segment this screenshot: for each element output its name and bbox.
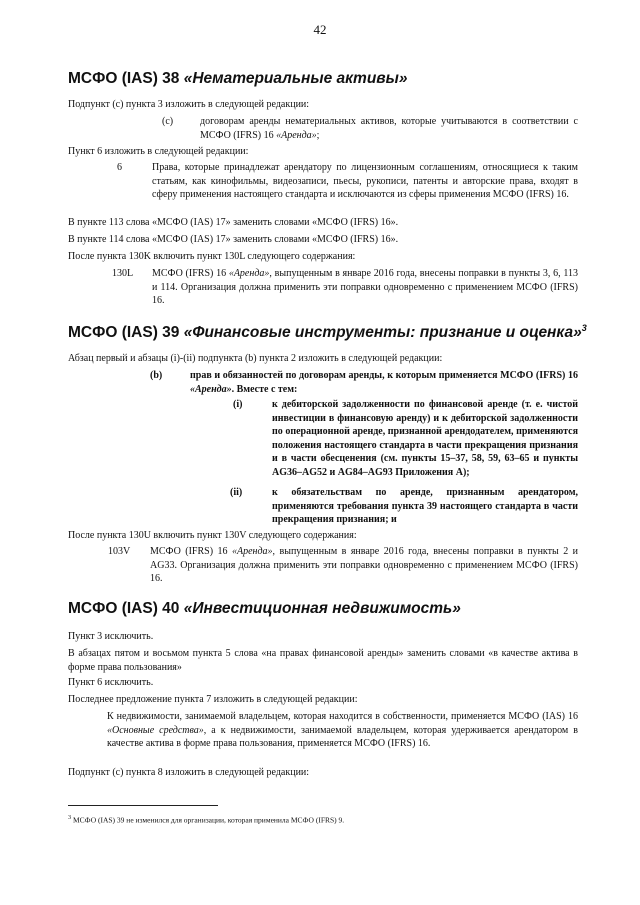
footnote	[68, 814, 344, 825]
item-text: Права, которые принадлежат арендатору по лицензионным соглашениям, относящиеся к таким статьям, как кинофильмы, видеозаписи, пьесы, рукописи, патенты и авторские права, входят в сферу применения настоящего стандарта и исключаются из сферы применения МСФО (IFRS) 16.	[152, 162, 578, 200]
page-number: 42	[313, 22, 327, 37]
paragraph: Последнее предложение пункта 7 изложить в следующей редакции:	[68, 694, 358, 705]
subitem-label: (ii)	[230, 487, 243, 498]
footnote-separator	[68, 805, 218, 806]
item-label: (с)	[162, 116, 174, 127]
paragraph: После пункта 130U включить пункт 130V следующего содержания:	[68, 530, 357, 541]
item-text: МСФО (IFRS) 16 «Аренда», выпущенным в январе 2016 года, внесены поправки в пункты 3, 6, 113 и 114. Организация должна применить эти поправки одновременно с применением МСФО (IFRS) 16.	[152, 268, 579, 306]
subitem-label: (i)	[233, 399, 243, 410]
quoted-text: К недвижимости, занимаемой владельцем, которая находится в собственности, применяется МСФО (IAS) 16 «Основные средства», а к недвижимости, занимаемой владельцем, которая удерживается арендатором в качестве актива в форме права пользования, применяется МСФО (IFRS) 16.	[107, 711, 578, 749]
paragraph: Пункт 3 исключить.	[68, 631, 154, 642]
item-text: прав и обязанностей по договорам аренды, к которым применяется МСФО (IFRS) 16 «Аренда». Вместе с тем:	[190, 370, 578, 395]
paragraph: Подпункт (с) пункта 8 изложить в следующей редакции:	[68, 767, 310, 778]
section-heading-ias39	[68, 323, 587, 342]
item-label: 6	[117, 162, 122, 173]
section-heading-ias40	[68, 600, 461, 618]
heading-name: «Финансовые инструменты: признание и оценка»	[183, 324, 582, 342]
item-label: (b)	[150, 370, 163, 381]
paragraph: Пункт 6 исключить.	[68, 677, 154, 688]
section-heading-ias38	[68, 70, 408, 88]
heading-name: «Нематериальные активы»	[183, 70, 408, 87]
item-label: 103V	[108, 546, 131, 557]
heading-name: «Инвестиционная недвижимость»	[183, 600, 461, 617]
paragraph: Пункт 6 изложить в следующей редакции:	[68, 146, 249, 157]
paragraph: В пункте 114 слова «МСФО (IAS) 17» заменить словами «МСФО (IFRS) 16».	[68, 234, 399, 245]
footnote-marker: 3	[68, 814, 72, 821]
paragraph: В пункте 113 слова «МСФО (IAS) 17» заменить словами «МСФО (IFRS) 16».	[68, 217, 399, 228]
footnote-text: МСФО (IAS) 39 не изменился для организации, которая применила МСФО (IFRS) 9.	[73, 815, 345, 825]
heading-code: МСФО (IAS) 40	[68, 600, 180, 617]
paragraph: Абзац первый и абзацы (i)-(ii) подпункта (b) пункта 2 изложить в следующей редакции:	[68, 353, 443, 364]
paragraph: После пункта 130K включить пункт 130L следующего содержания:	[68, 251, 356, 262]
item-text: договорам аренды нематериальных активов, которые учитываются в соответствии с МСФО (IFRS) 16 «Аренда»;	[200, 116, 578, 141]
paragraph: В абзацах пятом и восьмом пункта 5 слова «на правах финансовой аренды» заменить словами «в качестве актива в форме права пользования»	[68, 648, 578, 673]
heading-code: МСФО (IAS) 39	[68, 324, 180, 342]
footnote-ref: 3	[581, 323, 587, 333]
item-label: 130L	[112, 268, 134, 279]
paragraph: Подпункт (с) пункта 3 изложить в следующей редакции:	[68, 99, 310, 110]
subitem-text: к обязательствам по аренде, признанным арендатором, применяются требования пункта 39 настоящего стандарта в части прекращения признания; и	[272, 487, 578, 525]
heading-code: МСФО (IAS) 38	[68, 70, 180, 87]
subitem-text: к дебиторской задолженности по финансовой аренде (т. е. чистой инвестиции в финансовую аренду) и к дебиторской задолженности по операционной аренде, признанной арендодателем, применяются положения настоящего стандарта в части прекращения признания и в части обесценения (см. пункты 15–37, 58, 59, 63–65 и пункты AG36–AG52 и AG84–AG93 Приложения А);	[272, 399, 578, 478]
item-text: МСФО (IFRS) 16 «Аренда», выпущенным в январе 2016 года, внесены поправки в пункты 2 и AG33. Организация должна применить эти поправки одновременно с применением МСФО (IFRS) 16.	[150, 546, 578, 584]
